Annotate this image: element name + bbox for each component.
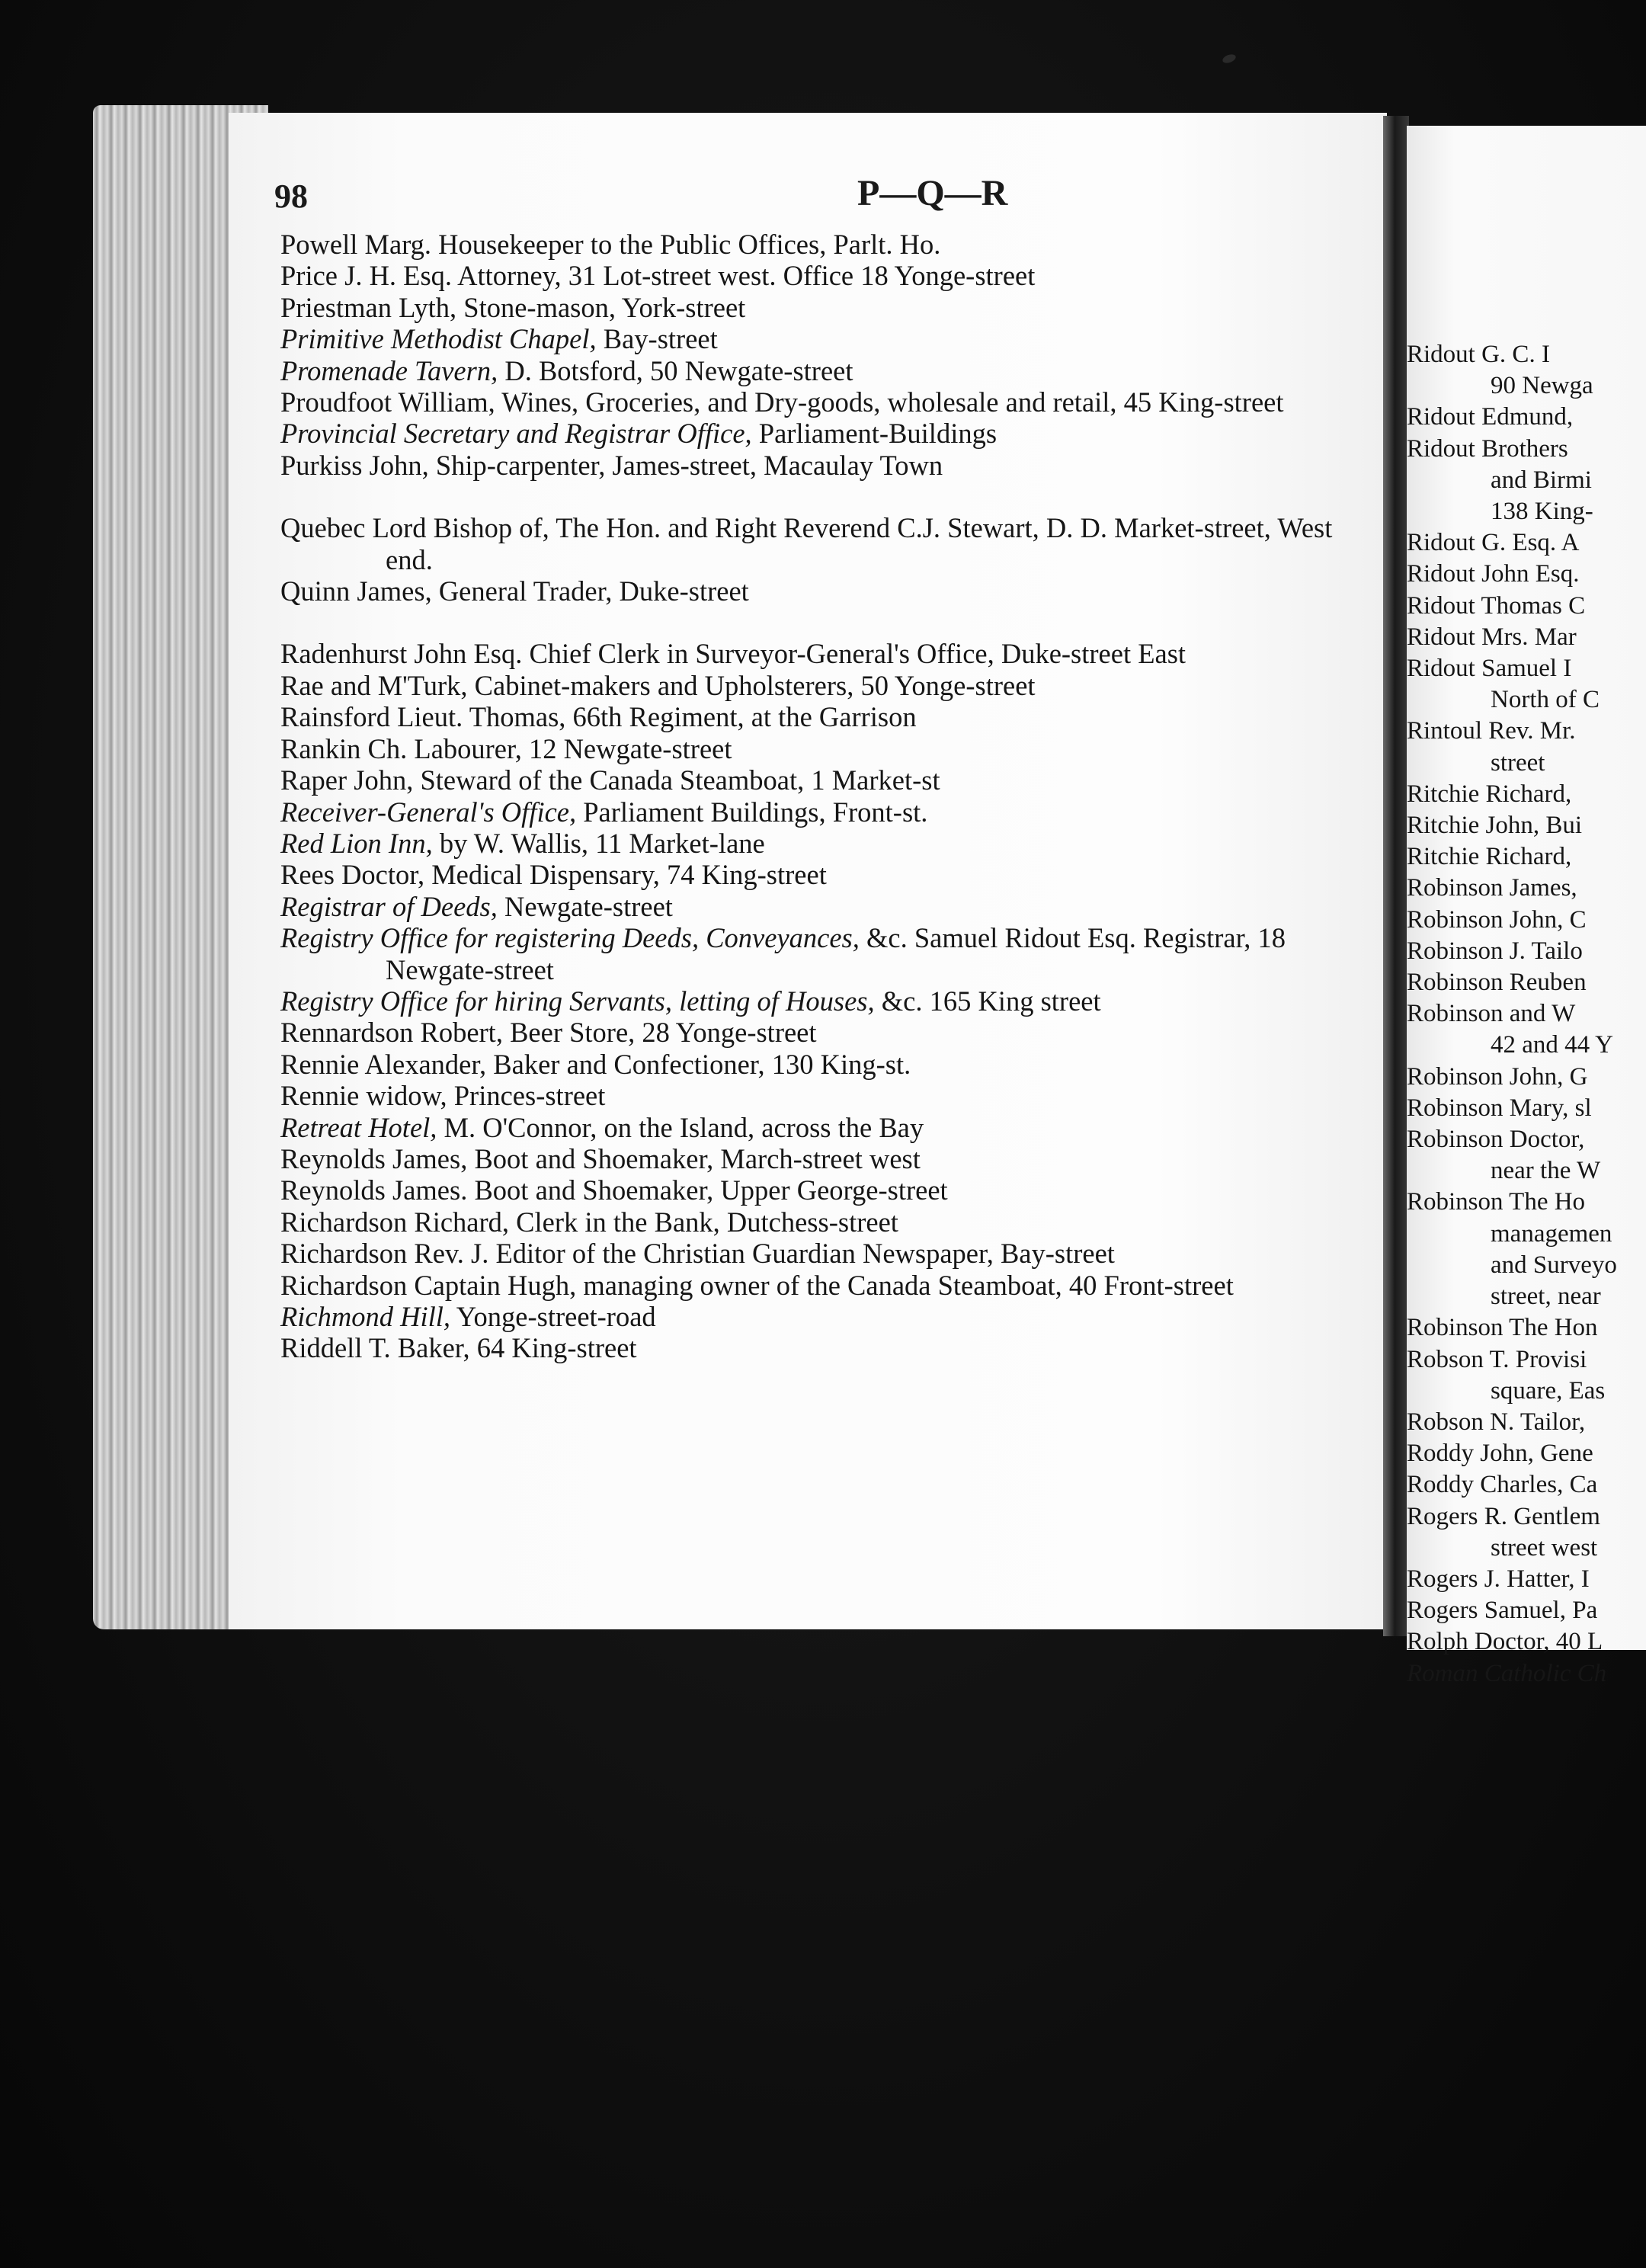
- directory-entry: [280, 292, 1363, 323]
- entry-text: Rae and M'Turk, Cabinet-makers and Upholsterers, 50 Yonge-street: [280, 669, 1036, 701]
- entry-italic-name: Red Lion Inn,: [280, 827, 433, 859]
- page-number: 98: [274, 178, 308, 215]
- entry-text: Parliament-Buildings: [751, 418, 998, 450]
- entry-italic-name: Primitive Methodist Chapel,: [280, 323, 597, 355]
- directory-line-partial: Ridout Brothers: [1407, 434, 1568, 463]
- directory-entry: [280, 1270, 1363, 1301]
- entry-text: Purkiss John, Ship-carpenter, James-street, Macaulay Town: [280, 449, 943, 481]
- entry-text: Richardson Rev. J. Editor of the Christian Guardian Newspaper, Bay-street: [280, 1238, 1115, 1270]
- entry-text: by W. Wallis, 11 Market-lane: [432, 827, 765, 859]
- entry-text: Quebec Lord Bishop of, The Hon. and Right Reverend C.J. Stewart, D. D. Market-street, West end.: [280, 512, 1333, 575]
- directory-entry: [280, 1049, 1363, 1080]
- entry-text: Yonge-street-road: [450, 1301, 656, 1332]
- directory-line-partial: Roddy John, Gene: [1407, 1440, 1593, 1468]
- entry-text: Newgate-street: [497, 890, 673, 922]
- entry-text: &c. 165 King street: [874, 985, 1101, 1017]
- directory-entry: [280, 891, 1363, 922]
- directory-line-partial: Ridout G. Esq. A: [1407, 529, 1580, 557]
- directory-line-partial: managemen: [1491, 1219, 1612, 1248]
- directory-line-partial: Ridout Thomas C: [1407, 591, 1586, 620]
- directory-line-partial: Robinson and W: [1407, 1000, 1576, 1028]
- directory-line-partial: Rintoul Rev. Mr.: [1407, 717, 1576, 745]
- directory-line-partial: Ridout Edmund,: [1407, 403, 1574, 431]
- entry-text: &c. Samuel Ridout Esq. Registrar, 18 Newgate-street: [386, 922, 1286, 985]
- directory-entry: [280, 575, 1363, 607]
- directory-line-partial: Ridout Mrs. Mar: [1407, 623, 1577, 651]
- entry-italic-name: Promenade Tavern,: [280, 354, 498, 386]
- directory-line-partial: Robson N. Tailor,: [1407, 1408, 1586, 1436]
- directory-entry: [280, 512, 1363, 575]
- directory-line-partial: Rogers R. Gentlem: [1407, 1502, 1600, 1530]
- entry-italic-name: Registry Office for hiring Servants, letting of Houses,: [280, 985, 875, 1017]
- directory-line-partial: Robinson Reuben: [1407, 969, 1587, 997]
- directory-line-partial: Rogers Samuel, Pa: [1407, 1597, 1598, 1625]
- entry-text: Rennardson Robert, Beer Store, 28 Yonge-street: [280, 1017, 817, 1049]
- entry-text: Richardson Richard, Clerk in the Bank, Dutchess-street: [280, 1206, 898, 1238]
- directory-entry: [280, 922, 1363, 985]
- directory-entry: [280, 323, 1363, 354]
- directory-entry: [280, 638, 1363, 669]
- entry-text: Bay-street: [596, 323, 718, 355]
- entry-italic-name: Provincial Secretary and Registrar Office,: [280, 418, 752, 450]
- entry-text: Parliament Buildings, Front-st.: [576, 796, 928, 828]
- directory-line-partial: street west: [1491, 1533, 1598, 1562]
- entry-text: Powell Marg. Housekeeper to the Public Offices, Parlt. Ho.: [280, 229, 941, 260]
- directory-entry: [280, 1206, 1363, 1238]
- entry-text: Rees Doctor, Medical Dispensary, 74 King-street: [280, 859, 827, 891]
- directory-entry: [280, 450, 1363, 481]
- directory-line-partial: near the W: [1491, 1157, 1601, 1185]
- directory-line-partial: Roddy Charles, Ca: [1407, 1471, 1598, 1499]
- entry-text: M. O'Connor, on the Island, across the Bay: [437, 1111, 924, 1143]
- directory-entry: [280, 764, 1363, 796]
- directory-entry: [280, 418, 1363, 449]
- directory-line-partial: Robinson Mary, sl: [1407, 1094, 1592, 1122]
- directory-line-partial: Ridout John Esq.: [1407, 560, 1580, 588]
- directory-line-partial: street: [1491, 748, 1545, 777]
- entry-text: Rennie Alexander, Baker and Confectioner, 130 King-st.: [280, 1048, 911, 1080]
- directory-line-partial: Robinson John, C: [1407, 905, 1587, 934]
- directory-line-partial: Ritchie Richard,: [1407, 780, 1572, 808]
- directory-line-partial: 138 King-: [1491, 498, 1593, 526]
- directory-line-partial: and Surveyo: [1491, 1251, 1617, 1279]
- directory-entry: [280, 985, 1363, 1017]
- entry-text: Reynolds James. Boot and Shoemaker, Upper George-street: [280, 1174, 948, 1206]
- entry-text: Radenhurst John Esq. Chief Clerk in Surveyor-General's Office, Duke-street East: [280, 638, 1186, 670]
- directory-line-partial: Robinson J. Tailo: [1407, 937, 1583, 965]
- entry-text: Raper John, Steward of the Canada Steamboat, 1 Market-st: [280, 764, 940, 796]
- directory-line-partial: Ritchie Richard,: [1407, 843, 1572, 871]
- entry-text: Quinn James, General Trader, Duke-street: [280, 575, 749, 607]
- directory-entry: [280, 1143, 1363, 1174]
- directory-entry: [280, 1017, 1363, 1048]
- directory-entry: [280, 229, 1363, 260]
- entry-text: Riddell T. Baker, 64 King-street: [280, 1332, 637, 1364]
- directory-entry: [280, 701, 1363, 732]
- directory-line-partial: 90 Newga: [1491, 372, 1593, 400]
- directory-entry: [280, 386, 1363, 418]
- entry-text: Rennie widow, Princes-street: [280, 1080, 606, 1112]
- directory-entry: [280, 796, 1363, 828]
- directory-entry: [280, 670, 1363, 701]
- entry-text: Richardson Captain Hugh, managing owner of the Canada Steamboat, 40 Front-street: [280, 1269, 1234, 1301]
- entry-italic-name: Richmond Hill,: [280, 1301, 451, 1332]
- directory-line-partial: Robinson Doctor,: [1407, 1126, 1585, 1154]
- entry-italic-name: Registry Office for registering Deeds, Conveyances,: [280, 922, 860, 954]
- directory-entry: [280, 1112, 1363, 1143]
- directory-line-partial: Roman Catholic Ch: [1407, 1659, 1607, 1687]
- running-title: P—Q—R: [857, 173, 1008, 213]
- directory-line-partial: Ridout Samuel I: [1407, 655, 1572, 683]
- entry-text: Price J. H. Esq. Attorney, 31 Lot-street west. Office 18 Yonge-street: [280, 260, 1036, 292]
- directory-line-partial: Ridout G. C. I: [1407, 341, 1550, 368]
- directory-entry: [280, 1332, 1363, 1363]
- entry-italic-name: Registrar of Deeds,: [280, 890, 498, 922]
- directory-entries-right: [1407, 339, 1646, 1690]
- directory-entry: [280, 733, 1363, 764]
- directory-line-partial: Robinson James,: [1407, 874, 1577, 902]
- directory-line-partial: North of C: [1491, 686, 1600, 714]
- directory-line-partial: Rolph Doctor, 40 L: [1407, 1628, 1603, 1656]
- directory-entry: [280, 1301, 1363, 1332]
- directory-line-partial: 42 and 44 Y: [1491, 1031, 1614, 1059]
- directory-entry: [280, 1238, 1363, 1269]
- directory-line-partial: Robinson John, G: [1407, 1062, 1588, 1091]
- entry-italic-name: Receiver-General's Office,: [280, 796, 577, 828]
- entry-text: Proudfoot William, Wines, Groceries, and Dry-goods, wholesale and retail, 45 King-street: [280, 386, 1284, 418]
- directory-line-partial: Ritchie John, Bui: [1407, 812, 1583, 840]
- directory-line-partial: street, near: [1491, 1283, 1601, 1311]
- entry-text: Rankin Ch. Labourer, 12 Newgate-street: [280, 732, 732, 764]
- entry-text: D. Botsford, 50 Newgate-street: [498, 354, 853, 386]
- directory-entry: [280, 260, 1363, 291]
- directory-line-partial: and Birmi: [1491, 466, 1592, 494]
- directory-line-partial: Robinson The Ho: [1407, 1188, 1586, 1216]
- directory-entry: [280, 1174, 1363, 1206]
- directory-line-partial: Robson T. Provisi: [1407, 1345, 1587, 1373]
- entry-italic-name: Retreat Hotel,: [280, 1111, 437, 1143]
- directory-entries-left: [280, 229, 1363, 1364]
- entry-text: Rainsford Lieut. Thomas, 66th Regiment, at the Garrison: [280, 701, 917, 733]
- book-gutter: [1383, 116, 1409, 1636]
- directory-entry: [280, 355, 1363, 386]
- directory-line-partial: square, Eas: [1491, 1376, 1606, 1405]
- directory-line-partial: Robinson The Hon: [1407, 1314, 1598, 1342]
- directory-line-partial: Rogers J. Hatter, I: [1407, 1565, 1590, 1593]
- entry-text: Priestman Lyth, Stone-mason, York-street: [280, 291, 746, 323]
- entry-text: Reynolds James, Boot and Shoemaker, March-street west: [280, 1142, 921, 1174]
- directory-entry: [280, 859, 1363, 890]
- directory-entry: [280, 1080, 1363, 1111]
- directory-entry: [280, 828, 1363, 859]
